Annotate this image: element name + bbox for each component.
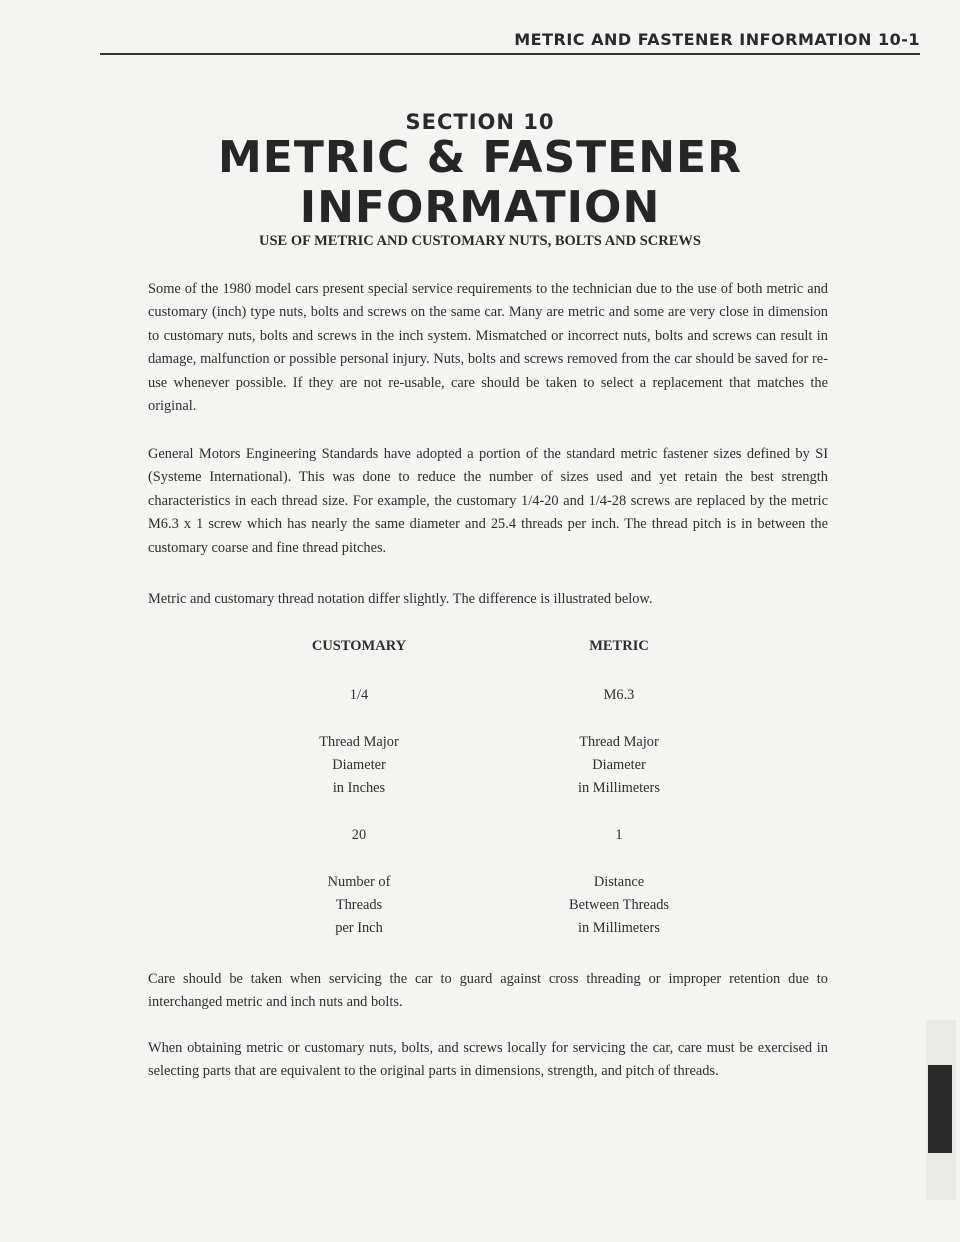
customary-heading: CUSTOMARY [311, 638, 407, 654]
customary-pitch-desc-3: per Inch [335, 920, 383, 936]
metric-diameter-desc-1: Thread Major [579, 734, 659, 750]
customary-pitch-value: 20 [351, 827, 367, 843]
customary-diameter-desc-2: Diameter [332, 757, 386, 773]
header-rule [100, 53, 920, 55]
metric-pitch-value: 1 [615, 827, 623, 843]
section-title [0, 133, 960, 233]
metric-pitch-desc-3: in Millimeters [578, 920, 660, 936]
customary-diameter-value: 1/4 [349, 687, 369, 703]
metric-diameter-desc-2: Diameter [592, 757, 646, 773]
running-header: METRIC AND FASTENER INFORMATION 10-1 [514, 30, 920, 49]
section-title-line-1: METRIC & FASTENER [218, 132, 742, 183]
metric-diameter-value: M6.3 [603, 687, 635, 703]
metric-heading: METRIC [589, 638, 649, 654]
metric-diameter-desc-3: in Millimeters [578, 780, 660, 796]
paragraph-intro: Some of the 1980 model cars present special service requirements to the technician due to the use of both metric and customary (inch) type nuts, bolts and screws on the same car. Many are metric and some are very close in dimension to customary nuts, bolts and screws in the inch system. Mismatched or incorrect nuts, bolts and screws can result in damage, malfunction or possible personal injury. Nuts, bolts and screws removed from the car should be saved for re-use whenever possible. If they are not re-usable, care should be taken to select a replacement that matches the original. [148, 281, 828, 415]
paragraph-obtaining: When obtaining metric or customary nuts, bolts, and screws locally for servicing the car, care must be exercised in selecting parts that are equivalent to the original parts in dimensions, strength, and pitch of threads. [148, 1040, 828, 1080]
customary-diameter-desc-1: Thread Major [319, 734, 399, 750]
metric-pitch-desc-1: Distance [593, 874, 645, 890]
customary-pitch-desc-1: Number of [327, 874, 391, 890]
section-thumb-tab [928, 1065, 952, 1153]
paragraph-care: Care should be taken when servicing the car to guard against cross threading or improper retention due to interchanged metric and inch nuts and bolts. [148, 971, 828, 1011]
paragraph-notation: Metric and customary thread notation differ slightly. The difference is illustrated below. [148, 591, 653, 607]
metric-pitch-desc-2: Between Threads [568, 897, 670, 913]
customary-diameter-desc-3: in Inches [332, 780, 386, 796]
paragraph-gm-standards: General Motors Engineering Standards have adopted a portion of the standard metric fastener sizes defined by SI (Systeme International). This was done to reduce the number of sizes used and yet retain the best strength characteristics in each thread size. For example, the customary 1/4-20 and 1/4-28 screws are replaced by the metric M6.3 x 1 screw which has nearly the same diameter and 25.4 threads per inch. The thread pitch is in between the customary coarse and fine thread pitches. [148, 446, 828, 556]
section-title-line-2: INFORMATION [299, 182, 661, 233]
section-label: SECTION 10 [405, 110, 555, 134]
section-subtitle: USE OF METRIC AND CUSTOMARY NUTS, BOLTS AND SCREWS [259, 233, 701, 249]
customary-pitch-desc-2: Threads [335, 897, 383, 913]
